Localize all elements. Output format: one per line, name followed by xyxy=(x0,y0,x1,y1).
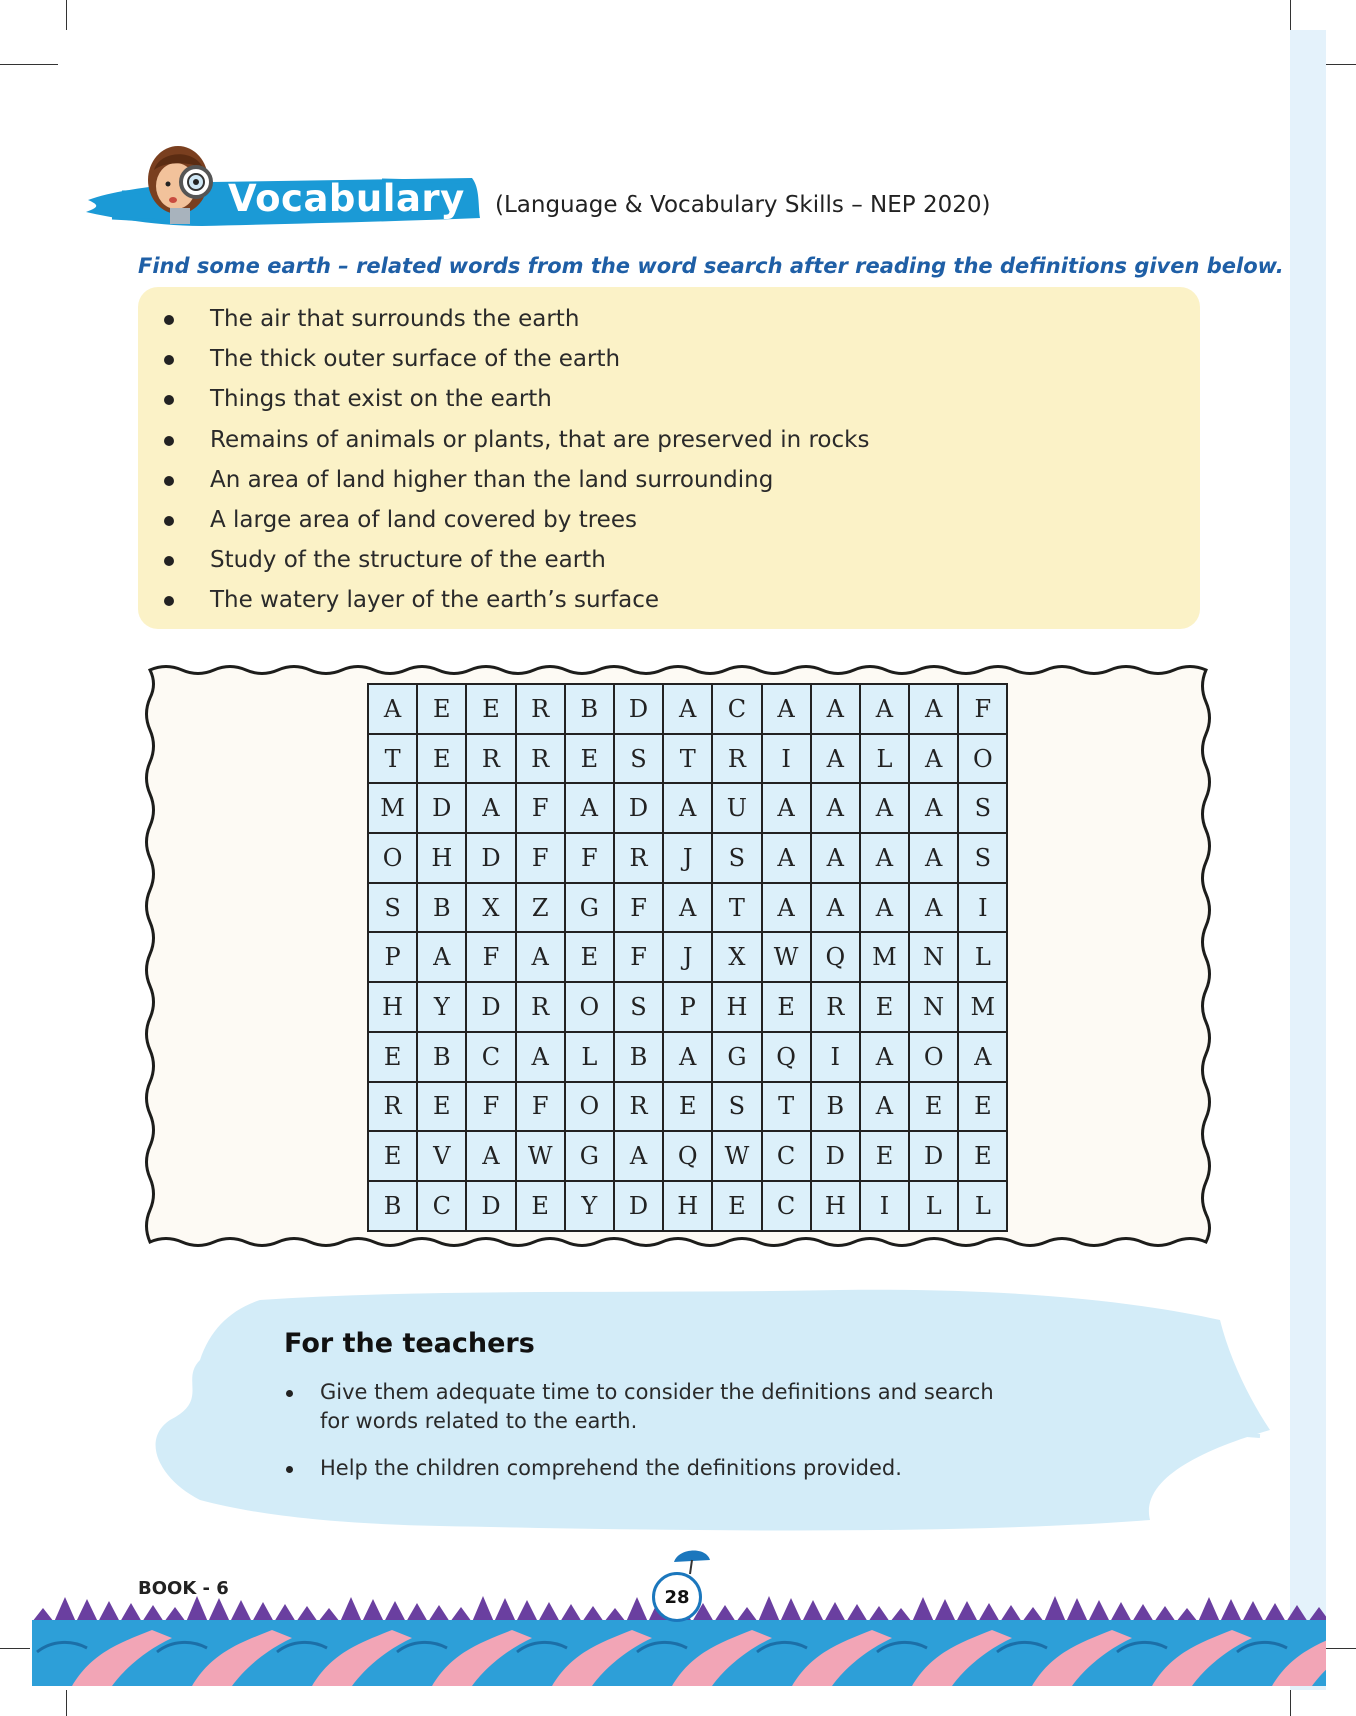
grid-cell: W xyxy=(517,1132,566,1182)
grid-cell: Z xyxy=(517,884,566,934)
teacher-tip xyxy=(284,1454,1024,1483)
grid-cell: T xyxy=(763,1083,812,1133)
grid-cell: O xyxy=(369,834,418,884)
grid-cell: X xyxy=(467,884,516,934)
grid-cell: A xyxy=(517,933,566,983)
grid-cell: A xyxy=(812,784,861,834)
bullet-icon xyxy=(164,596,174,606)
bullet-icon xyxy=(164,395,174,405)
grid-cell: O xyxy=(566,983,615,1033)
grid-cell: O xyxy=(910,1033,959,1083)
grid-cell: W xyxy=(713,1132,762,1182)
grid-cell: S xyxy=(615,735,664,785)
grid-cell: M xyxy=(861,933,910,983)
book-label: BOOK - 6 xyxy=(138,1578,229,1599)
grid-cell: T xyxy=(664,735,713,785)
grid-cell: A xyxy=(763,784,812,834)
definition-item xyxy=(138,500,1200,540)
crop-mark xyxy=(1326,64,1356,65)
definition-text: An area of land higher than the land surrounding xyxy=(210,466,774,493)
grid-cell: F xyxy=(517,784,566,834)
grid-cell: A xyxy=(959,1033,1008,1083)
grid-cell: C xyxy=(763,1182,812,1232)
grid-cell: A xyxy=(566,784,615,834)
grid-cell: C xyxy=(763,1132,812,1182)
grid-cell: F xyxy=(517,1083,566,1133)
bullet-icon xyxy=(164,355,174,365)
grid-cell: E xyxy=(566,933,615,983)
grid-cell: A xyxy=(861,834,910,884)
definitions-box xyxy=(138,287,1200,629)
grid-cell: E xyxy=(418,685,467,735)
grid-cell: A xyxy=(910,735,959,785)
definition-item xyxy=(138,379,1200,419)
grid-cell: A xyxy=(664,685,713,735)
grid-cell: E xyxy=(664,1083,713,1133)
grid-cell: A xyxy=(812,884,861,934)
grid-cell: A xyxy=(861,884,910,934)
grid-cell: N xyxy=(910,983,959,1033)
grid-cell: Q xyxy=(812,933,861,983)
crop-mark xyxy=(66,1690,67,1716)
grid-cell: B xyxy=(418,884,467,934)
grid-cell: R xyxy=(615,1083,664,1133)
definition-text: The air that surrounds the earth xyxy=(210,306,580,332)
grid-cell: A xyxy=(763,834,812,884)
grid-cell: S xyxy=(959,784,1008,834)
grid-cell: S xyxy=(959,834,1008,884)
grid-cell: F xyxy=(566,834,615,884)
grid-cell: D xyxy=(615,784,664,834)
crop-mark xyxy=(1290,1690,1291,1716)
teacher-tip-text: Help the children comprehend the definitions provided. xyxy=(320,1456,902,1480)
grid-cell: H xyxy=(812,1182,861,1232)
grid-cell: A xyxy=(861,1033,910,1083)
grid-cell: Q xyxy=(763,1033,812,1083)
grid-cell: H xyxy=(418,834,467,884)
grid-cell: D xyxy=(910,1132,959,1182)
grid-cell: R xyxy=(517,685,566,735)
grid-cell: E xyxy=(763,983,812,1033)
definitions-list xyxy=(138,299,1200,621)
grid-cell: E xyxy=(517,1182,566,1232)
grid-cell: R xyxy=(517,983,566,1033)
teachers-list xyxy=(284,1378,1024,1501)
instruction-text: Find some earth – related words from the word search after reading the definitions given below. xyxy=(138,254,1284,278)
grid-cell: N xyxy=(910,933,959,983)
grid-cell: F xyxy=(467,933,516,983)
grid-cell: E xyxy=(861,983,910,1033)
grid-cell: E xyxy=(713,1182,762,1232)
grid-cell: A xyxy=(664,884,713,934)
grid-cell: I xyxy=(959,884,1008,934)
grid-cell: F xyxy=(467,1083,516,1133)
grid-cell: I xyxy=(812,1033,861,1083)
grid-cell: A xyxy=(910,685,959,735)
grid-cell: D xyxy=(418,784,467,834)
grid-cell: R xyxy=(467,735,516,785)
grid-cell: A xyxy=(910,884,959,934)
grid-cell: F xyxy=(615,884,664,934)
grid-cell: I xyxy=(763,735,812,785)
grid-cell: Y xyxy=(418,983,467,1033)
grid-cell: B xyxy=(566,685,615,735)
grid-cell: F xyxy=(615,933,664,983)
grid-cell: B xyxy=(369,1182,418,1232)
grid-cell: E xyxy=(418,735,467,785)
bullet-icon xyxy=(164,516,174,526)
grid-cell: A xyxy=(861,784,910,834)
grid-cell: A xyxy=(615,1132,664,1182)
side-decoration-strip xyxy=(1290,30,1326,1690)
grid-cell: A xyxy=(418,933,467,983)
grid-cell: G xyxy=(713,1033,762,1083)
grid-cell: D xyxy=(615,1182,664,1232)
definition-item xyxy=(138,540,1200,580)
grid-cell: S xyxy=(615,983,664,1033)
grid-cell: F xyxy=(517,834,566,884)
bullet-icon xyxy=(286,1390,293,1397)
crop-mark xyxy=(1326,1648,1356,1649)
grid-cell: A xyxy=(812,735,861,785)
grid-cell: M xyxy=(959,983,1008,1033)
definition-text: A large area of land covered by trees xyxy=(210,506,637,533)
grid-cell: V xyxy=(418,1132,467,1182)
grid-cell: G xyxy=(566,1132,615,1182)
definition-text: The thick outer surface of the earth xyxy=(210,346,621,373)
grid-cell: D xyxy=(467,983,516,1033)
bullet-icon xyxy=(164,556,174,566)
word-search-grid xyxy=(367,683,1008,1232)
grid-cell: L xyxy=(566,1033,615,1083)
grid-cell: E xyxy=(369,1033,418,1083)
girl-with-magnifier-icon xyxy=(140,140,222,226)
grid-cell: E xyxy=(959,1083,1008,1133)
grid-cell: E xyxy=(467,685,516,735)
crop-mark xyxy=(66,0,67,30)
grid-cell: F xyxy=(959,685,1008,735)
grid-cell: A xyxy=(812,834,861,884)
grid-cell: A xyxy=(467,1132,516,1182)
grid-cell: A xyxy=(910,784,959,834)
grid-cell: A xyxy=(467,784,516,834)
grid-cell: D xyxy=(467,834,516,884)
teacher-tip xyxy=(284,1378,1024,1436)
grid-cell: A xyxy=(861,1083,910,1133)
grid-cell: L xyxy=(959,933,1008,983)
page-subtitle: (Language & Vocabulary Skills – NEP 2020) xyxy=(495,192,991,218)
grid-cell: H xyxy=(369,983,418,1033)
grid-cell: A xyxy=(763,884,812,934)
grid-cell: B xyxy=(615,1033,664,1083)
grid-cell: S xyxy=(369,884,418,934)
grid-cell: G xyxy=(566,884,615,934)
grid-cell: P xyxy=(369,933,418,983)
page-title: Vocabulary xyxy=(228,177,465,220)
grid-cell: E xyxy=(959,1132,1008,1182)
grid-cell: L xyxy=(861,735,910,785)
grid-cell: I xyxy=(861,1182,910,1232)
grid-cell: S xyxy=(713,1083,762,1133)
crop-mark xyxy=(0,1648,30,1649)
grid-cell: P xyxy=(664,983,713,1033)
grid-cell: J xyxy=(664,834,713,884)
grid-cell: L xyxy=(959,1182,1008,1232)
grid-cell: A xyxy=(861,685,910,735)
grid-cell: E xyxy=(861,1132,910,1182)
grid-cell: L xyxy=(910,1182,959,1232)
grid-cell: E xyxy=(418,1083,467,1133)
definition-item xyxy=(138,339,1200,379)
grid-cell: J xyxy=(664,933,713,983)
definition-item xyxy=(138,580,1200,620)
grid-cell: S xyxy=(713,834,762,884)
grid-cell: R xyxy=(615,834,664,884)
grid-cell: D xyxy=(812,1132,861,1182)
grid-cell: A xyxy=(664,1033,713,1083)
grid-cell: Y xyxy=(566,1182,615,1232)
grid-cell: O xyxy=(959,735,1008,785)
grid-cell: E xyxy=(369,1132,418,1182)
grid-cell: T xyxy=(713,884,762,934)
grid-cell: R xyxy=(713,735,762,785)
definition-text: Remains of animals or plants, that are preserved in rocks xyxy=(210,426,870,453)
definition-item xyxy=(138,420,1200,460)
definition-item xyxy=(138,460,1200,500)
grid-cell: W xyxy=(763,933,812,983)
bullet-icon xyxy=(164,436,174,446)
grid-cell: A xyxy=(763,685,812,735)
definition-text: Study of the structure of the earth xyxy=(210,547,606,574)
grid-cell: Q xyxy=(664,1132,713,1182)
grid-cell: C xyxy=(467,1033,516,1083)
page-number: 28 xyxy=(652,1572,702,1622)
grid-cell: A xyxy=(910,834,959,884)
definition-text: The watery layer of the earth’s surface xyxy=(210,587,659,614)
grid-cell: B xyxy=(418,1033,467,1083)
grid-cell: E xyxy=(910,1083,959,1133)
grid-cell: H xyxy=(664,1182,713,1232)
grid-cell: D xyxy=(615,685,664,735)
crop-mark xyxy=(1290,0,1291,30)
grid-cell: O xyxy=(566,1083,615,1133)
grid-cell: C xyxy=(418,1182,467,1232)
teacher-tip-text: Give them adequate time to consider the definitions and search for words related to the earth. xyxy=(320,1380,994,1433)
grid-cell: D xyxy=(467,1182,516,1232)
grid-cell: A xyxy=(664,784,713,834)
grid-cell: U xyxy=(713,784,762,834)
grid-cell: A xyxy=(812,685,861,735)
bullet-icon xyxy=(164,315,174,325)
teachers-title: For the teachers xyxy=(284,1328,535,1359)
grid-cell: H xyxy=(713,983,762,1033)
grid-cell: A xyxy=(369,685,418,735)
grid-cell: A xyxy=(517,1033,566,1083)
grid-cell: E xyxy=(566,735,615,785)
grid-cell: R xyxy=(517,735,566,785)
grid-cell: X xyxy=(713,933,762,983)
definition-text: Things that exist on the earth xyxy=(210,386,552,413)
bullet-icon xyxy=(164,476,174,486)
definition-item xyxy=(138,299,1200,339)
grid-cell: R xyxy=(812,983,861,1033)
crop-mark xyxy=(0,64,58,65)
grid-cell: C xyxy=(713,685,762,735)
grid-cell: B xyxy=(812,1083,861,1133)
grid-cell: T xyxy=(369,735,418,785)
grid-cell: M xyxy=(369,784,418,834)
grid-cell: R xyxy=(369,1083,418,1133)
bullet-icon xyxy=(286,1466,293,1473)
